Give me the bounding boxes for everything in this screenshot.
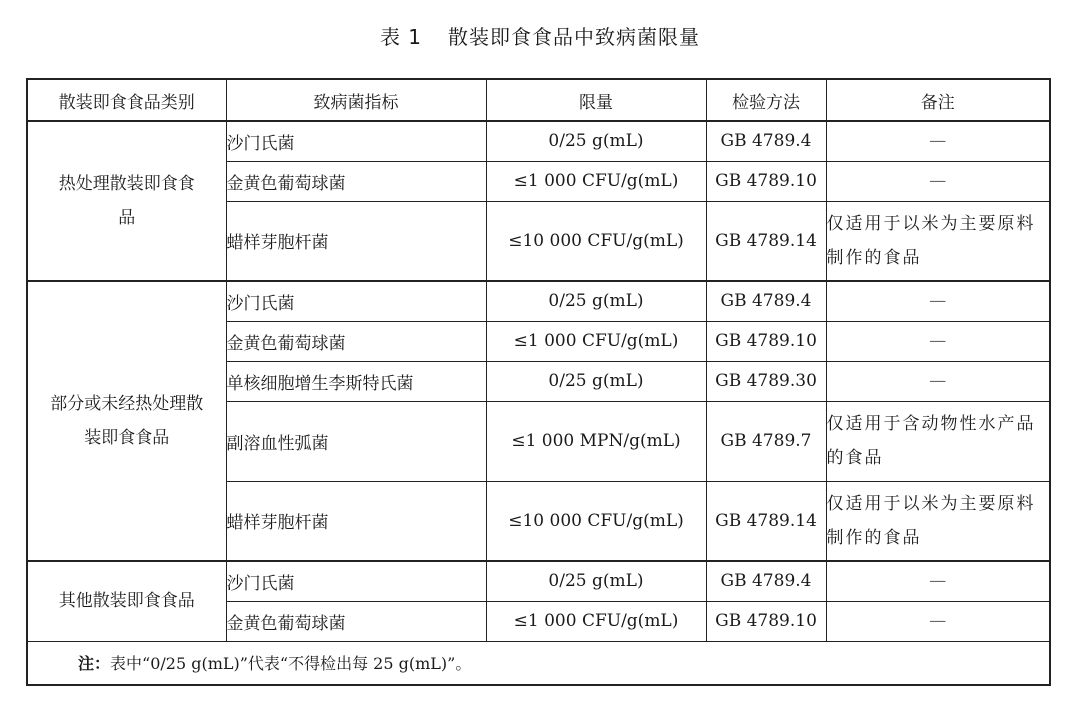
table-row bbox=[27, 561, 1050, 601]
footnote-row bbox=[27, 641, 1050, 685]
header-row bbox=[27, 79, 1050, 121]
header-pathogen: 致病菌指标 bbox=[226, 79, 486, 121]
pathogen-cell: 金黄色葡萄球菌 bbox=[226, 321, 486, 361]
table-caption: 散装即食食品中致病菌限量 bbox=[448, 25, 701, 49]
header-method: 检验方法 bbox=[706, 79, 826, 121]
note-cell: 仅适用于含动物性水产品的食品 bbox=[826, 401, 1050, 481]
limit-cell: ≤1 000 MPN/g(mL) bbox=[486, 401, 706, 481]
pathogen-cell: 沙门氏菌 bbox=[226, 121, 486, 161]
pathogen-cell: 沙门氏菌 bbox=[226, 561, 486, 601]
category-cell: 其他散装即食食品 bbox=[27, 561, 226, 641]
footnote-label: 注： bbox=[78, 654, 111, 673]
header-limit: 限量 bbox=[486, 79, 706, 121]
limit-cell: ≤10 000 CFU/g(mL) bbox=[486, 481, 706, 561]
pathogen-cell: 蜡样芽胞杆菌 bbox=[226, 481, 486, 561]
header-category: 散装即食食品类别 bbox=[27, 79, 226, 121]
method-cell: GB 4789.4 bbox=[706, 121, 826, 161]
table-title bbox=[0, 21, 1080, 50]
limit-cell: 0/25 g(mL) bbox=[486, 281, 706, 321]
limit-cell: ≤10 000 CFU/g(mL) bbox=[486, 201, 706, 281]
table-row bbox=[27, 281, 1050, 321]
header-note: 备注 bbox=[826, 79, 1050, 121]
pathogen-cell: 单核细胞增生李斯特氏菌 bbox=[226, 361, 486, 401]
note-cell: — bbox=[826, 121, 1050, 161]
limit-cell: ≤1 000 CFU/g(mL) bbox=[486, 161, 706, 201]
method-cell: GB 4789.10 bbox=[706, 161, 826, 201]
method-cell: GB 4789.4 bbox=[706, 281, 826, 321]
footnote-text: 表中“0/25 g(mL)”代表“不得检出每 25 g(mL)”。 bbox=[110, 654, 472, 673]
note-cell: — bbox=[826, 321, 1050, 361]
limit-cell: 0/25 g(mL) bbox=[486, 121, 706, 161]
pathogen-cell: 副溶血性弧菌 bbox=[226, 401, 486, 481]
note-cell: 仅适用于以米为主要原料制作的食品 bbox=[826, 201, 1050, 281]
limit-cell: 0/25 g(mL) bbox=[486, 561, 706, 601]
method-cell: GB 4789.10 bbox=[706, 321, 826, 361]
limit-cell: ≤1 000 CFU/g(mL) bbox=[486, 601, 706, 641]
table-number: 表 1 bbox=[379, 25, 423, 49]
pathogen-cell: 金黄色葡萄球菌 bbox=[226, 161, 486, 201]
table-row bbox=[27, 121, 1050, 161]
category-cell: 热处理散装即食食品 bbox=[27, 121, 226, 281]
pathogen-cell: 沙门氏菌 bbox=[226, 281, 486, 321]
method-cell: GB 4789.7 bbox=[706, 401, 826, 481]
note-cell: — bbox=[826, 161, 1050, 201]
limit-cell: 0/25 g(mL) bbox=[486, 361, 706, 401]
pathogen-cell: 蜡样芽胞杆菌 bbox=[226, 201, 486, 281]
limit-cell: ≤1 000 CFU/g(mL) bbox=[486, 321, 706, 361]
note-cell: — bbox=[826, 561, 1050, 601]
pathogen-cell: 金黄色葡萄球菌 bbox=[226, 601, 486, 641]
method-cell: GB 4789.10 bbox=[706, 601, 826, 641]
pathogen-limit-table bbox=[26, 78, 1051, 686]
method-cell: GB 4789.14 bbox=[706, 201, 826, 281]
method-cell: GB 4789.30 bbox=[706, 361, 826, 401]
footnote-cell bbox=[27, 641, 1050, 685]
note-cell: — bbox=[826, 601, 1050, 641]
note-cell: — bbox=[826, 361, 1050, 401]
method-cell: GB 4789.4 bbox=[706, 561, 826, 601]
category-cell: 部分或未经热处理散装即食食品 bbox=[27, 281, 226, 561]
note-cell: — bbox=[826, 281, 1050, 321]
note-cell: 仅适用于以米为主要原料制作的食品 bbox=[826, 481, 1050, 561]
method-cell: GB 4789.14 bbox=[706, 481, 826, 561]
